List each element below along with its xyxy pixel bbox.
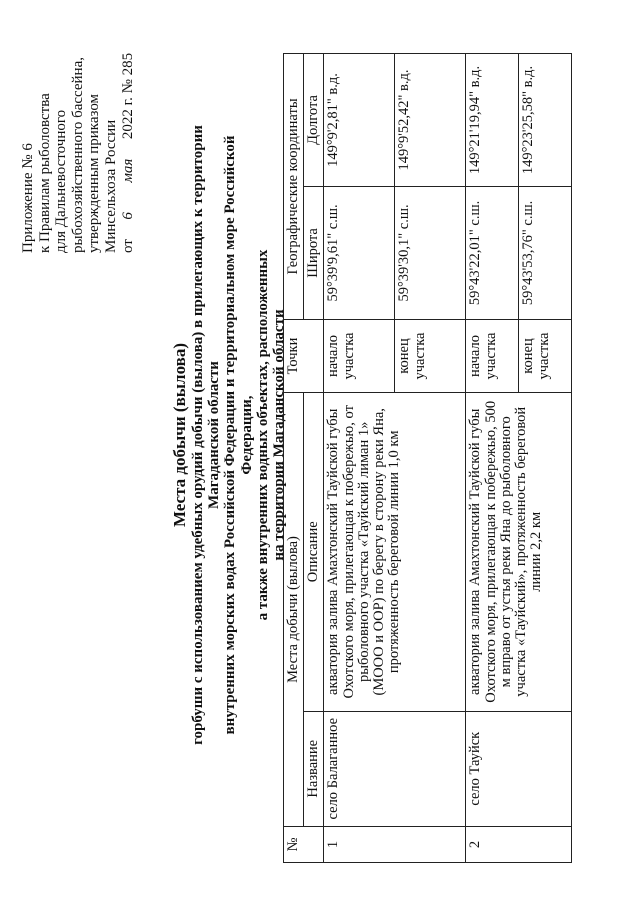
place-name: село Балаганное [324,711,466,826]
header-name: Название [304,711,324,826]
date-prefix: от [119,239,136,253]
header-description: Описание [304,393,324,711]
date-year: 2022 г. [119,97,136,140]
table-subheader-row [304,54,324,863]
header-places: Места добычи (вылова) [284,393,304,827]
row-number: 2 [466,826,572,862]
date-month: мая [119,158,136,183]
header-points: Точки [284,319,324,392]
date-day: 6 [119,212,136,220]
appendix-line: для Дальневосточного [53,109,70,253]
title-line: а также внутренних водных объектах, расположенных [254,249,271,621]
table-header-row [284,54,304,863]
table-row [466,54,519,863]
header-num: № [284,826,324,862]
main-title: Места добычи (вылова) [170,343,189,528]
longitude-value: 149°21'19,94" в.д. [466,54,519,187]
appendix-line: к Правилам рыболовства [36,93,53,253]
order-number: № 285 [119,52,136,94]
title-line: на территории Магаданской области [271,309,288,561]
point-label: конец участка [395,319,466,392]
latitude-value: 59°43'22,01" с.ш. [466,186,519,319]
latitude-value: 59°43'53,76" с.ш. [519,186,572,319]
table-row [324,54,395,863]
place-description: акватория залива Амахтонский Тауйской губы Охотского моря, прилегающая к побережью, 500 м вправо от устья реки Яна до рыболовного участка «Тауйский», протяженность береговой линии 2,2 км [466,393,572,711]
latitude-value: 59°39'9,61" с.ш. [324,186,395,319]
title-line: горбуши с использованием удебных орудий добычи (вылова) в прилегающих к территории Магаданской области [190,125,223,745]
point-label: начало участка [466,319,519,392]
header-latitude: Широта [304,186,324,319]
point-label: конец участка [519,319,572,392]
appendix-line: Минсельхоза России [102,119,119,253]
longitude-value: 149°23'25,58" в.д. [519,54,572,187]
row-number: 1 [324,826,466,862]
longitude-value: 149°9'52,42" в.д. [395,54,466,187]
fishing-places-table [283,53,572,863]
title-line: внутренних морских водах Российской Федерации и территориальном море Российской Федерации, [222,135,255,735]
appendix-block [20,13,136,253]
longitude-value: 149°9'2,81" в.д. [324,54,395,187]
appendix-date-line [120,13,137,253]
appendix-line: Приложение № 6 [20,143,36,253]
header-coords: Географические координаты [284,54,304,320]
place-description: акватория залива Амахтонский Тауйской губы Охотского моря, прилегающая к побережью, от рыболовного участка «Тауйский лиман 1» (МООО и ООР) по берегу в сторону реки Яна, протяженность береговой линии 1,0 км [324,393,466,711]
appendix-line: рыбохозяйственного бассейна, [69,57,86,253]
appendix-line: утвержденным приказом [86,93,103,253]
header-longitude: Долгота [304,54,324,187]
document-title [170,115,287,755]
place-name: село Тауйск [466,711,572,826]
latitude-value: 59°39'30,1" с.ш. [395,186,466,319]
point-label: начало участка [324,319,395,392]
